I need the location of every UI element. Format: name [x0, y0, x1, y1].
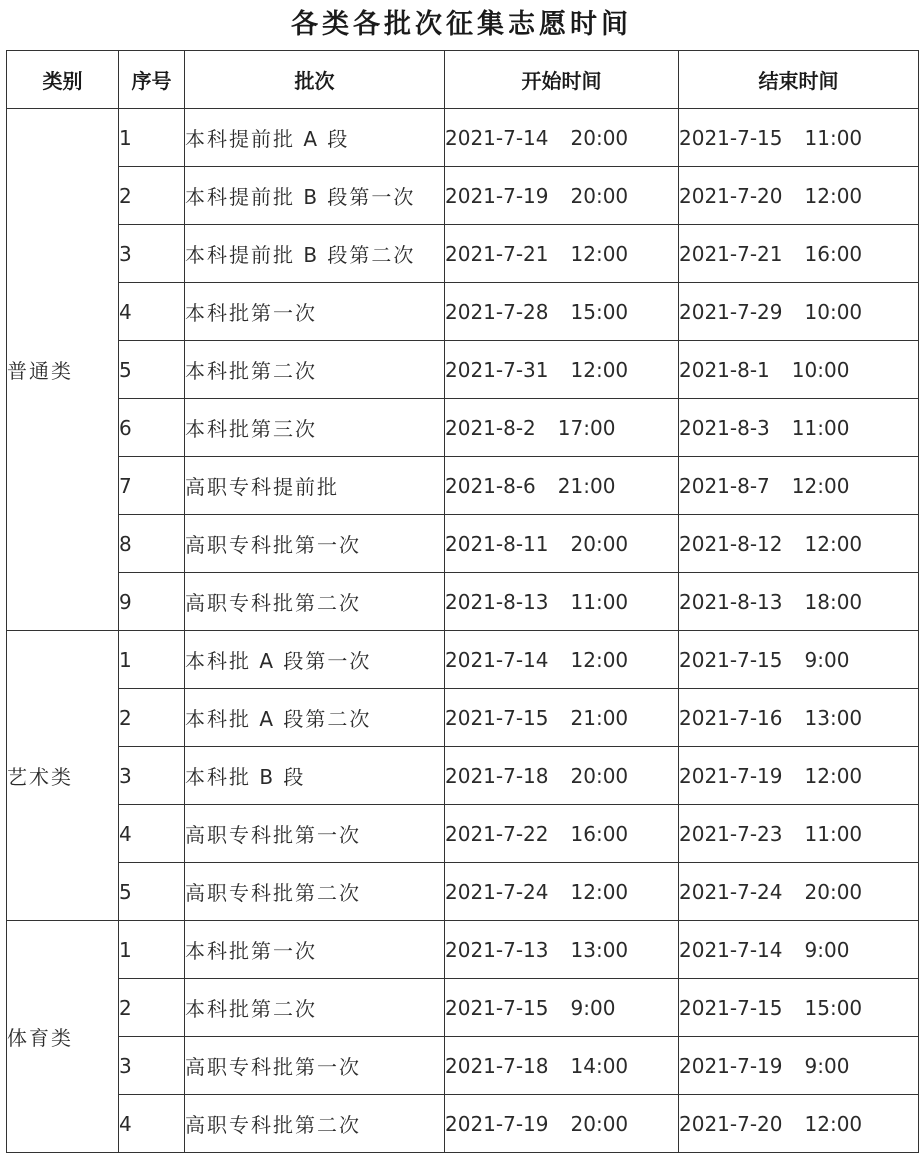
seq-cell: 8	[119, 515, 185, 573]
start-date: 2021-7-31	[445, 357, 549, 382]
end-time-cell	[679, 573, 919, 631]
batch-cell: 本科批第二次	[185, 979, 445, 1037]
end-clock: 10:00	[791, 357, 850, 382]
table-row	[7, 1037, 919, 1095]
end-date: 2021-7-24	[679, 879, 783, 904]
end-date: 2021-7-21	[679, 241, 783, 266]
start-date: 2021-7-14	[445, 647, 549, 672]
start-time-cell	[445, 341, 679, 399]
end-time-cell	[679, 921, 919, 979]
start-clock: 20:00	[570, 1111, 629, 1136]
batch-cell: 本科批第二次	[185, 341, 445, 399]
end-date: 2021-8-1	[679, 357, 770, 382]
table-row	[7, 283, 919, 341]
start-date: 2021-8-2	[445, 415, 536, 440]
batch-cell: 本科批 A 段第一次	[185, 631, 445, 689]
header-seq: 序号	[119, 51, 185, 109]
category-cell: 艺术类	[7, 631, 119, 921]
seq-cell: 5	[119, 863, 185, 921]
end-clock: 12:00	[804, 763, 863, 788]
start-clock: 16:00	[570, 821, 629, 846]
end-clock: 13:00	[804, 705, 863, 730]
end-time-cell	[679, 167, 919, 225]
start-date: 2021-7-19	[445, 183, 549, 208]
start-clock: 20:00	[570, 183, 629, 208]
start-clock: 12:00	[570, 647, 629, 672]
start-clock: 11:00	[570, 589, 629, 614]
end-time-cell	[679, 1095, 919, 1153]
end-clock: 11:00	[804, 821, 863, 846]
seq-cell: 2	[119, 167, 185, 225]
table-row	[7, 225, 919, 283]
start-clock: 14:00	[570, 1053, 629, 1078]
end-clock: 9:00	[804, 937, 850, 962]
start-time-cell	[445, 805, 679, 863]
schedule-table	[6, 50, 919, 1153]
batch-cell: 本科提前批 A 段	[185, 109, 445, 167]
start-date: 2021-7-22	[445, 821, 549, 846]
end-time-cell	[679, 109, 919, 167]
batch-cell: 高职专科批第一次	[185, 805, 445, 863]
end-clock: 12:00	[804, 531, 863, 556]
start-date: 2021-7-21	[445, 241, 549, 266]
end-date: 2021-8-3	[679, 415, 770, 440]
end-date: 2021-7-15	[679, 995, 783, 1020]
batch-cell: 本科提前批 B 段第一次	[185, 167, 445, 225]
end-date: 2021-7-19	[679, 1053, 783, 1078]
seq-cell: 4	[119, 1095, 185, 1153]
end-time-cell	[679, 689, 919, 747]
end-time-cell	[679, 631, 919, 689]
batch-cell: 本科批 A 段第二次	[185, 689, 445, 747]
start-clock: 20:00	[570, 531, 629, 556]
table-row	[7, 573, 919, 631]
seq-cell: 3	[119, 225, 185, 283]
start-clock: 13:00	[570, 937, 629, 962]
start-time-cell	[445, 283, 679, 341]
end-date: 2021-8-7	[679, 473, 770, 498]
start-clock: 20:00	[570, 125, 629, 150]
table-row	[7, 341, 919, 399]
end-time-cell	[679, 1037, 919, 1095]
batch-cell: 本科批第三次	[185, 399, 445, 457]
start-clock: 20:00	[570, 763, 629, 788]
end-time-cell	[679, 225, 919, 283]
table-row	[7, 515, 919, 573]
start-clock: 17:00	[557, 415, 616, 440]
table-row	[7, 1095, 919, 1153]
table-row	[7, 109, 919, 167]
end-clock: 15:00	[804, 995, 863, 1020]
start-time-cell	[445, 1037, 679, 1095]
end-clock: 18:00	[804, 589, 863, 614]
category-cell: 体育类	[7, 921, 119, 1153]
start-time-cell	[445, 689, 679, 747]
start-date: 2021-7-14	[445, 125, 549, 150]
end-time-cell	[679, 341, 919, 399]
start-time-cell	[445, 979, 679, 1037]
header-category: 类别	[7, 51, 119, 109]
start-date: 2021-7-18	[445, 1053, 549, 1078]
header-start-time: 开始时间	[445, 51, 679, 109]
end-clock: 20:00	[804, 879, 863, 904]
batch-cell: 本科批 B 段	[185, 747, 445, 805]
end-time-cell	[679, 805, 919, 863]
start-clock: 9:00	[570, 995, 616, 1020]
batch-cell: 高职专科批第一次	[185, 1037, 445, 1095]
batch-cell: 高职专科批第二次	[185, 1095, 445, 1153]
seq-cell: 2	[119, 689, 185, 747]
header-batch: 批次	[185, 51, 445, 109]
end-time-cell	[679, 515, 919, 573]
end-time-cell	[679, 863, 919, 921]
seq-cell: 4	[119, 805, 185, 863]
start-time-cell	[445, 457, 679, 515]
start-date: 2021-7-15	[445, 705, 549, 730]
end-clock: 12:00	[804, 183, 863, 208]
page-title: 各类各批次征集志愿时间	[291, 9, 632, 40]
seq-cell: 6	[119, 399, 185, 457]
batch-cell: 本科提前批 B 段第二次	[185, 225, 445, 283]
table-row	[7, 399, 919, 457]
end-time-cell	[679, 283, 919, 341]
end-time-cell	[679, 457, 919, 515]
table-row	[7, 921, 919, 979]
start-clock: 12:00	[570, 357, 629, 382]
start-time-cell	[445, 515, 679, 573]
seq-cell: 4	[119, 283, 185, 341]
table-row	[7, 631, 919, 689]
start-date: 2021-7-24	[445, 879, 549, 904]
start-time-cell	[445, 1095, 679, 1153]
start-date: 2021-7-19	[445, 1111, 549, 1136]
start-date: 2021-7-28	[445, 299, 549, 324]
end-date: 2021-7-23	[679, 821, 783, 846]
start-time-cell	[445, 225, 679, 283]
table-row	[7, 167, 919, 225]
start-time-cell	[445, 109, 679, 167]
end-time-cell	[679, 747, 919, 805]
end-date: 2021-7-19	[679, 763, 783, 788]
end-date: 2021-7-14	[679, 937, 783, 962]
start-time-cell	[445, 399, 679, 457]
start-date: 2021-8-13	[445, 589, 549, 614]
start-time-cell	[445, 921, 679, 979]
end-clock: 11:00	[804, 125, 863, 150]
batch-cell: 高职专科批第二次	[185, 573, 445, 631]
batch-cell: 本科批第一次	[185, 921, 445, 979]
header-end-time: 结束时间	[679, 51, 919, 109]
end-clock: 11:00	[791, 415, 850, 440]
table-row	[7, 747, 919, 805]
seq-cell: 1	[119, 631, 185, 689]
end-time-cell	[679, 979, 919, 1037]
start-time-cell	[445, 747, 679, 805]
table-row	[7, 805, 919, 863]
end-date: 2021-7-15	[679, 647, 783, 672]
end-date: 2021-7-20	[679, 183, 783, 208]
start-clock: 12:00	[570, 241, 629, 266]
header-row	[7, 51, 919, 109]
end-time-cell	[679, 399, 919, 457]
start-clock: 21:00	[570, 705, 629, 730]
seq-cell: 3	[119, 1037, 185, 1095]
end-date: 2021-7-16	[679, 705, 783, 730]
category-cell: 普通类	[7, 109, 119, 631]
table-row	[7, 457, 919, 515]
table-body	[7, 109, 919, 1153]
start-time-cell	[445, 631, 679, 689]
start-date: 2021-7-13	[445, 937, 549, 962]
end-date: 2021-8-12	[679, 531, 783, 556]
start-clock: 21:00	[557, 473, 616, 498]
end-clock: 10:00	[804, 299, 863, 324]
seq-cell: 2	[119, 979, 185, 1037]
start-date: 2021-7-18	[445, 763, 549, 788]
end-date: 2021-8-13	[679, 589, 783, 614]
end-date: 2021-7-15	[679, 125, 783, 150]
seq-cell: 3	[119, 747, 185, 805]
seq-cell: 7	[119, 457, 185, 515]
table-row	[7, 979, 919, 1037]
end-clock: 12:00	[804, 1111, 863, 1136]
seq-cell: 5	[119, 341, 185, 399]
batch-cell: 高职专科提前批	[185, 457, 445, 515]
start-time-cell	[445, 863, 679, 921]
end-clock: 9:00	[804, 1053, 850, 1078]
start-time-cell	[445, 573, 679, 631]
start-clock: 15:00	[570, 299, 629, 324]
seq-cell: 1	[119, 921, 185, 979]
end-clock: 16:00	[804, 241, 863, 266]
start-date: 2021-8-11	[445, 531, 549, 556]
batch-cell: 高职专科批第一次	[185, 515, 445, 573]
end-date: 2021-7-20	[679, 1111, 783, 1136]
table-row	[7, 863, 919, 921]
start-date: 2021-7-15	[445, 995, 549, 1020]
end-clock: 9:00	[804, 647, 850, 672]
start-clock: 12:00	[570, 879, 629, 904]
end-clock: 12:00	[791, 473, 850, 498]
batch-cell: 高职专科批第二次	[185, 863, 445, 921]
start-time-cell	[445, 167, 679, 225]
end-date: 2021-7-29	[679, 299, 783, 324]
seq-cell: 1	[119, 109, 185, 167]
batch-cell: 本科批第一次	[185, 283, 445, 341]
table-row	[7, 689, 919, 747]
seq-cell: 9	[119, 573, 185, 631]
start-date: 2021-8-6	[445, 473, 536, 498]
